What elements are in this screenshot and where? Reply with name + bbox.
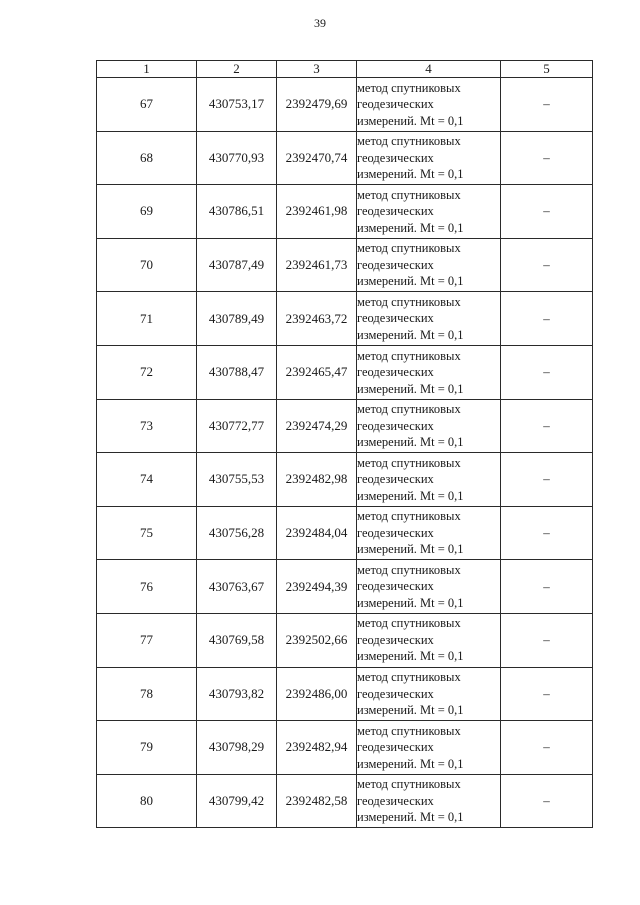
method-line: геодезических bbox=[357, 793, 434, 808]
method-line: измерений. Mt = 0,1 bbox=[357, 649, 464, 664]
method-line: метод спутниковых bbox=[357, 616, 461, 631]
y-coordinate-cell: 2392474,29 bbox=[277, 399, 357, 453]
x-coordinate-cell: 430755,53 bbox=[197, 453, 277, 507]
table-row bbox=[97, 560, 593, 614]
method-line: метод спутниковых bbox=[357, 455, 461, 470]
y-coordinate-cell: 2392461,73 bbox=[277, 238, 357, 292]
method-line: метод спутниковых bbox=[357, 402, 461, 417]
point-number-cell: 67 bbox=[97, 78, 197, 132]
note-cell: – bbox=[501, 78, 593, 132]
method-line: геодезических bbox=[357, 257, 434, 272]
y-coordinate-cell: 2392482,98 bbox=[277, 453, 357, 507]
note-cell: – bbox=[501, 292, 593, 346]
method-cell bbox=[357, 721, 501, 775]
x-coordinate-cell: 430789,49 bbox=[197, 292, 277, 346]
y-coordinate-cell: 2392461,98 bbox=[277, 185, 357, 239]
method-line: геодезических bbox=[357, 632, 434, 647]
method-line: геодезических bbox=[357, 97, 434, 112]
method-cell bbox=[357, 292, 501, 346]
y-coordinate-cell: 2392486,00 bbox=[277, 667, 357, 721]
method-line: геодезических bbox=[357, 472, 434, 487]
method-line: измерений. Mt = 0,1 bbox=[357, 595, 464, 610]
method-line: метод спутниковых bbox=[357, 509, 461, 524]
method-line: метод спутниковых bbox=[357, 562, 461, 577]
method-line: геодезических bbox=[357, 311, 434, 326]
method-line: измерений. Mt = 0,1 bbox=[357, 220, 464, 235]
method-line: измерений. Mt = 0,1 bbox=[357, 113, 464, 128]
y-coordinate-cell: 2392482,58 bbox=[277, 774, 357, 828]
column-header-4: 4 bbox=[357, 61, 501, 78]
x-coordinate-cell: 430799,42 bbox=[197, 774, 277, 828]
y-coordinate-cell: 2392482,94 bbox=[277, 721, 357, 775]
point-number-cell: 79 bbox=[97, 721, 197, 775]
table-row bbox=[97, 345, 593, 399]
x-coordinate-cell: 430787,49 bbox=[197, 238, 277, 292]
method-cell bbox=[357, 667, 501, 721]
method-cell bbox=[357, 185, 501, 239]
column-header-3: 3 bbox=[277, 61, 357, 78]
method-line: измерений. Mt = 0,1 bbox=[357, 810, 464, 825]
x-coordinate-cell: 430770,93 bbox=[197, 131, 277, 185]
method-line: метод спутниковых bbox=[357, 670, 461, 685]
point-number-cell: 72 bbox=[97, 345, 197, 399]
table-row bbox=[97, 721, 593, 775]
column-header-2: 2 bbox=[197, 61, 277, 78]
note-cell: – bbox=[501, 345, 593, 399]
table-row bbox=[97, 506, 593, 560]
method-line: геодезических bbox=[357, 686, 434, 701]
point-number-cell: 73 bbox=[97, 399, 197, 453]
method-line: геодезических bbox=[357, 418, 434, 433]
method-line: геодезических bbox=[357, 204, 434, 219]
method-line: измерений. Mt = 0,1 bbox=[357, 274, 464, 289]
table-body bbox=[97, 78, 593, 828]
note-cell: – bbox=[501, 238, 593, 292]
table-row bbox=[97, 613, 593, 667]
table-row bbox=[97, 238, 593, 292]
table-row bbox=[97, 185, 593, 239]
x-coordinate-cell: 430798,29 bbox=[197, 721, 277, 775]
point-number-cell: 70 bbox=[97, 238, 197, 292]
method-cell bbox=[357, 560, 501, 614]
note-cell: – bbox=[501, 667, 593, 721]
method-line: метод спутниковых bbox=[357, 241, 461, 256]
note-cell: – bbox=[501, 613, 593, 667]
y-coordinate-cell: 2392465,47 bbox=[277, 345, 357, 399]
method-line: измерений. Mt = 0,1 bbox=[357, 167, 464, 182]
y-coordinate-cell: 2392494,39 bbox=[277, 560, 357, 614]
method-cell bbox=[357, 238, 501, 292]
column-header-5: 5 bbox=[501, 61, 593, 78]
method-line: геодезических bbox=[357, 740, 434, 755]
method-cell bbox=[357, 78, 501, 132]
table-row bbox=[97, 774, 593, 828]
method-line: измерений. Mt = 0,1 bbox=[357, 542, 464, 557]
method-line: геодезических bbox=[357, 579, 434, 594]
table-row bbox=[97, 399, 593, 453]
method-line: метод спутниковых bbox=[357, 723, 461, 738]
method-line: метод спутниковых bbox=[357, 134, 461, 149]
y-coordinate-cell: 2392463,72 bbox=[277, 292, 357, 346]
note-cell: – bbox=[501, 721, 593, 775]
table-row bbox=[97, 131, 593, 185]
x-coordinate-cell: 430793,82 bbox=[197, 667, 277, 721]
x-coordinate-cell: 430786,51 bbox=[197, 185, 277, 239]
note-cell: – bbox=[501, 131, 593, 185]
note-cell: – bbox=[501, 185, 593, 239]
method-line: геодезических bbox=[357, 365, 434, 380]
method-cell bbox=[357, 399, 501, 453]
method-line: измерений. Mt = 0,1 bbox=[357, 703, 464, 718]
y-coordinate-cell: 2392484,04 bbox=[277, 506, 357, 560]
x-coordinate-cell: 430763,67 bbox=[197, 560, 277, 614]
note-cell: – bbox=[501, 774, 593, 828]
method-line: геодезических bbox=[357, 150, 434, 165]
point-number-cell: 78 bbox=[97, 667, 197, 721]
method-line: геодезических bbox=[357, 525, 434, 540]
point-number-cell: 80 bbox=[97, 774, 197, 828]
table-row bbox=[97, 78, 593, 132]
x-coordinate-cell: 430756,28 bbox=[197, 506, 277, 560]
table-row bbox=[97, 292, 593, 346]
note-cell: – bbox=[501, 399, 593, 453]
y-coordinate-cell: 2392470,74 bbox=[277, 131, 357, 185]
note-cell: – bbox=[501, 506, 593, 560]
method-cell bbox=[357, 453, 501, 507]
point-number-cell: 77 bbox=[97, 613, 197, 667]
y-coordinate-cell: 2392502,66 bbox=[277, 613, 357, 667]
method-cell bbox=[357, 774, 501, 828]
method-line: измерений. Mt = 0,1 bbox=[357, 756, 464, 771]
method-line: измерений. Mt = 0,1 bbox=[357, 435, 464, 450]
method-line: измерений. Mt = 0,1 bbox=[357, 488, 464, 503]
point-number-cell: 68 bbox=[97, 131, 197, 185]
method-cell bbox=[357, 131, 501, 185]
method-line: измерений. Mt = 0,1 bbox=[357, 381, 464, 396]
coordinates-table bbox=[96, 60, 593, 828]
method-line: метод спутниковых bbox=[357, 187, 461, 202]
method-line: измерений. Mt = 0,1 bbox=[357, 327, 464, 342]
page-number: 39 bbox=[314, 16, 326, 30]
table-header bbox=[97, 61, 593, 78]
x-coordinate-cell: 430753,17 bbox=[197, 78, 277, 132]
column-header-1: 1 bbox=[97, 61, 197, 78]
note-cell: – bbox=[501, 560, 593, 614]
method-cell bbox=[357, 345, 501, 399]
table-row bbox=[97, 453, 593, 507]
header-row bbox=[97, 61, 593, 78]
table-row bbox=[97, 667, 593, 721]
x-coordinate-cell: 430788,47 bbox=[197, 345, 277, 399]
point-number-cell: 76 bbox=[97, 560, 197, 614]
point-number-cell: 75 bbox=[97, 506, 197, 560]
point-number-cell: 74 bbox=[97, 453, 197, 507]
y-coordinate-cell: 2392479,69 bbox=[277, 78, 357, 132]
method-cell bbox=[357, 506, 501, 560]
x-coordinate-cell: 430772,77 bbox=[197, 399, 277, 453]
method-line: метод спутниковых bbox=[357, 294, 461, 309]
point-number-cell: 69 bbox=[97, 185, 197, 239]
x-coordinate-cell: 430769,58 bbox=[197, 613, 277, 667]
method-line: метод спутниковых bbox=[357, 80, 461, 95]
point-number-cell: 71 bbox=[97, 292, 197, 346]
method-line: метод спутниковых bbox=[357, 348, 461, 363]
method-line: метод спутниковых bbox=[357, 777, 461, 792]
note-cell: – bbox=[501, 453, 593, 507]
method-cell bbox=[357, 613, 501, 667]
